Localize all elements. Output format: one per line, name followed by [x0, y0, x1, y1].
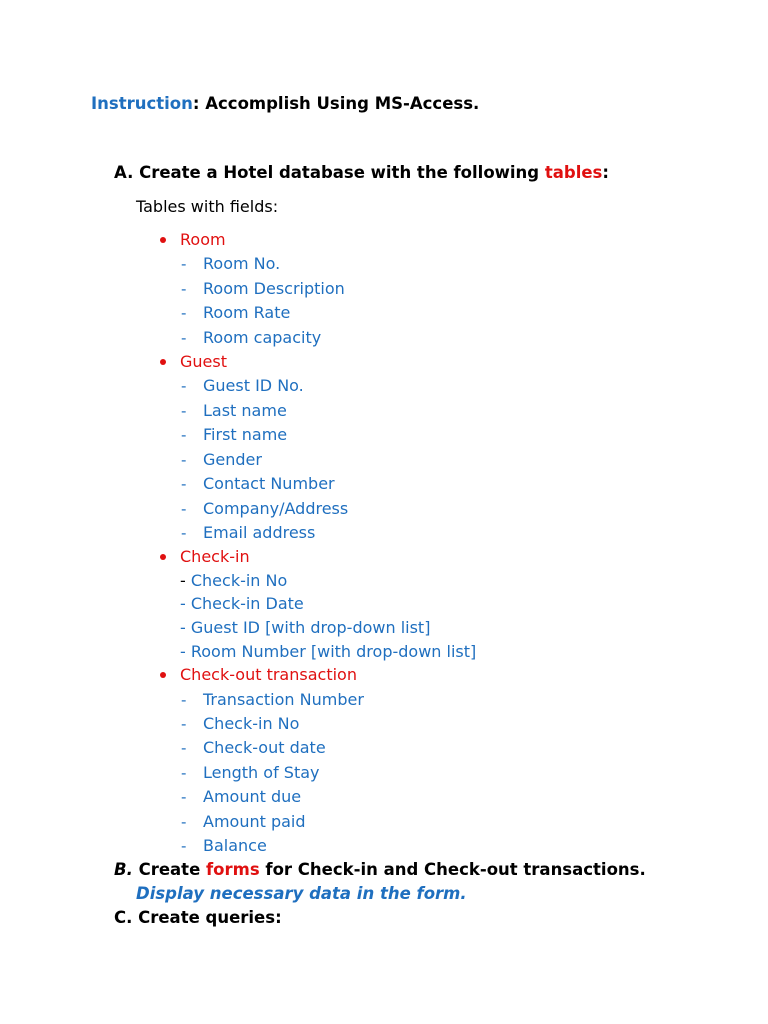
section-b-letter: B. [114, 860, 133, 879]
dash-icon: - [181, 788, 187, 806]
field-item: First name [203, 425, 288, 444]
dash-icon: - [181, 329, 187, 347]
field-item: Room capacity [203, 328, 322, 347]
field-item [180, 618, 430, 637]
section-a-highlight: tables [544, 163, 603, 182]
dash-icon: - [181, 813, 187, 831]
field-item: Room Rate [203, 303, 291, 322]
dash-icon: - [181, 739, 187, 757]
dash-icon: - [181, 764, 187, 782]
field-item: Transaction Number [203, 690, 364, 709]
section-c-heading: C. Create queries: [114, 908, 282, 927]
tables-subheading: Tables with fields: [136, 197, 279, 216]
dash-icon: - [181, 715, 187, 733]
field-item: Amount due [203, 787, 302, 806]
section-a-heading [114, 163, 609, 182]
dash-icon: - [181, 426, 187, 444]
field-item [180, 571, 287, 590]
instruction-label: Instruction [91, 94, 193, 113]
field-item: Check-out date [203, 738, 326, 757]
table-name-checkin: Check-in [180, 547, 250, 566]
section-b-suffix: for Check-in and Check-out transactions. [259, 860, 646, 879]
dash-icon: - [181, 280, 187, 298]
dash-icon: - [180, 642, 191, 661]
field-label: Check-in No [190, 571, 288, 590]
field-item: Last name [203, 401, 287, 420]
field-item: Gender [203, 450, 262, 469]
field-item [180, 594, 304, 613]
dash-icon: - [181, 255, 187, 273]
bullet-icon [160, 554, 166, 560]
field-item [180, 642, 476, 661]
field-item: Email address [203, 523, 316, 542]
dash-icon: - [181, 837, 187, 855]
instruction-colon: : [192, 94, 200, 113]
section-b-highlight: forms [206, 860, 260, 879]
dash-icon: - [181, 402, 187, 420]
table-name-guest: Guest [180, 352, 227, 371]
bullet-icon [160, 359, 166, 365]
dash-icon: - [180, 618, 191, 637]
field-item: Company/Address [203, 499, 349, 518]
dash-icon: - [181, 691, 187, 709]
dash-icon: - [180, 594, 191, 613]
dash-icon: - [181, 304, 187, 322]
field-label: Guest ID [with drop-down list] [190, 618, 431, 637]
bullet-icon [160, 237, 166, 243]
table-name-checkout: Check-out transaction [180, 665, 357, 684]
field-label: Check-in Date [190, 594, 304, 613]
bullet-icon [160, 672, 166, 678]
field-item: Balance [203, 836, 267, 855]
dash-icon: - [180, 571, 191, 590]
field-label: Room Number [with drop-down list] [190, 642, 477, 661]
field-item: Room Description [203, 279, 345, 298]
dash-icon: - [181, 451, 187, 469]
table-name-room: Room [180, 230, 226, 249]
field-item: Guest ID No. [203, 376, 304, 395]
field-item: Amount paid [203, 812, 306, 831]
section-b-note: Display necessary data in the form. [136, 884, 467, 903]
dash-icon: - [181, 500, 187, 518]
dash-icon: - [181, 377, 187, 395]
section-a-suffix: : [602, 163, 609, 182]
section-a-prefix: A. Create a Hotel database with the following [114, 163, 545, 182]
instruction-line [91, 94, 479, 113]
dash-icon: - [181, 524, 187, 542]
field-item: Contact Number [203, 474, 335, 493]
section-b-heading [114, 860, 646, 879]
field-item: Room No. [203, 254, 281, 273]
field-item: Length of Stay [203, 763, 320, 782]
instruction-text: Accomplish Using MS-Access. [199, 94, 480, 113]
dash-icon: - [181, 475, 187, 493]
field-item: Check-in No [203, 714, 300, 733]
section-b-prefix: Create [132, 860, 206, 879]
